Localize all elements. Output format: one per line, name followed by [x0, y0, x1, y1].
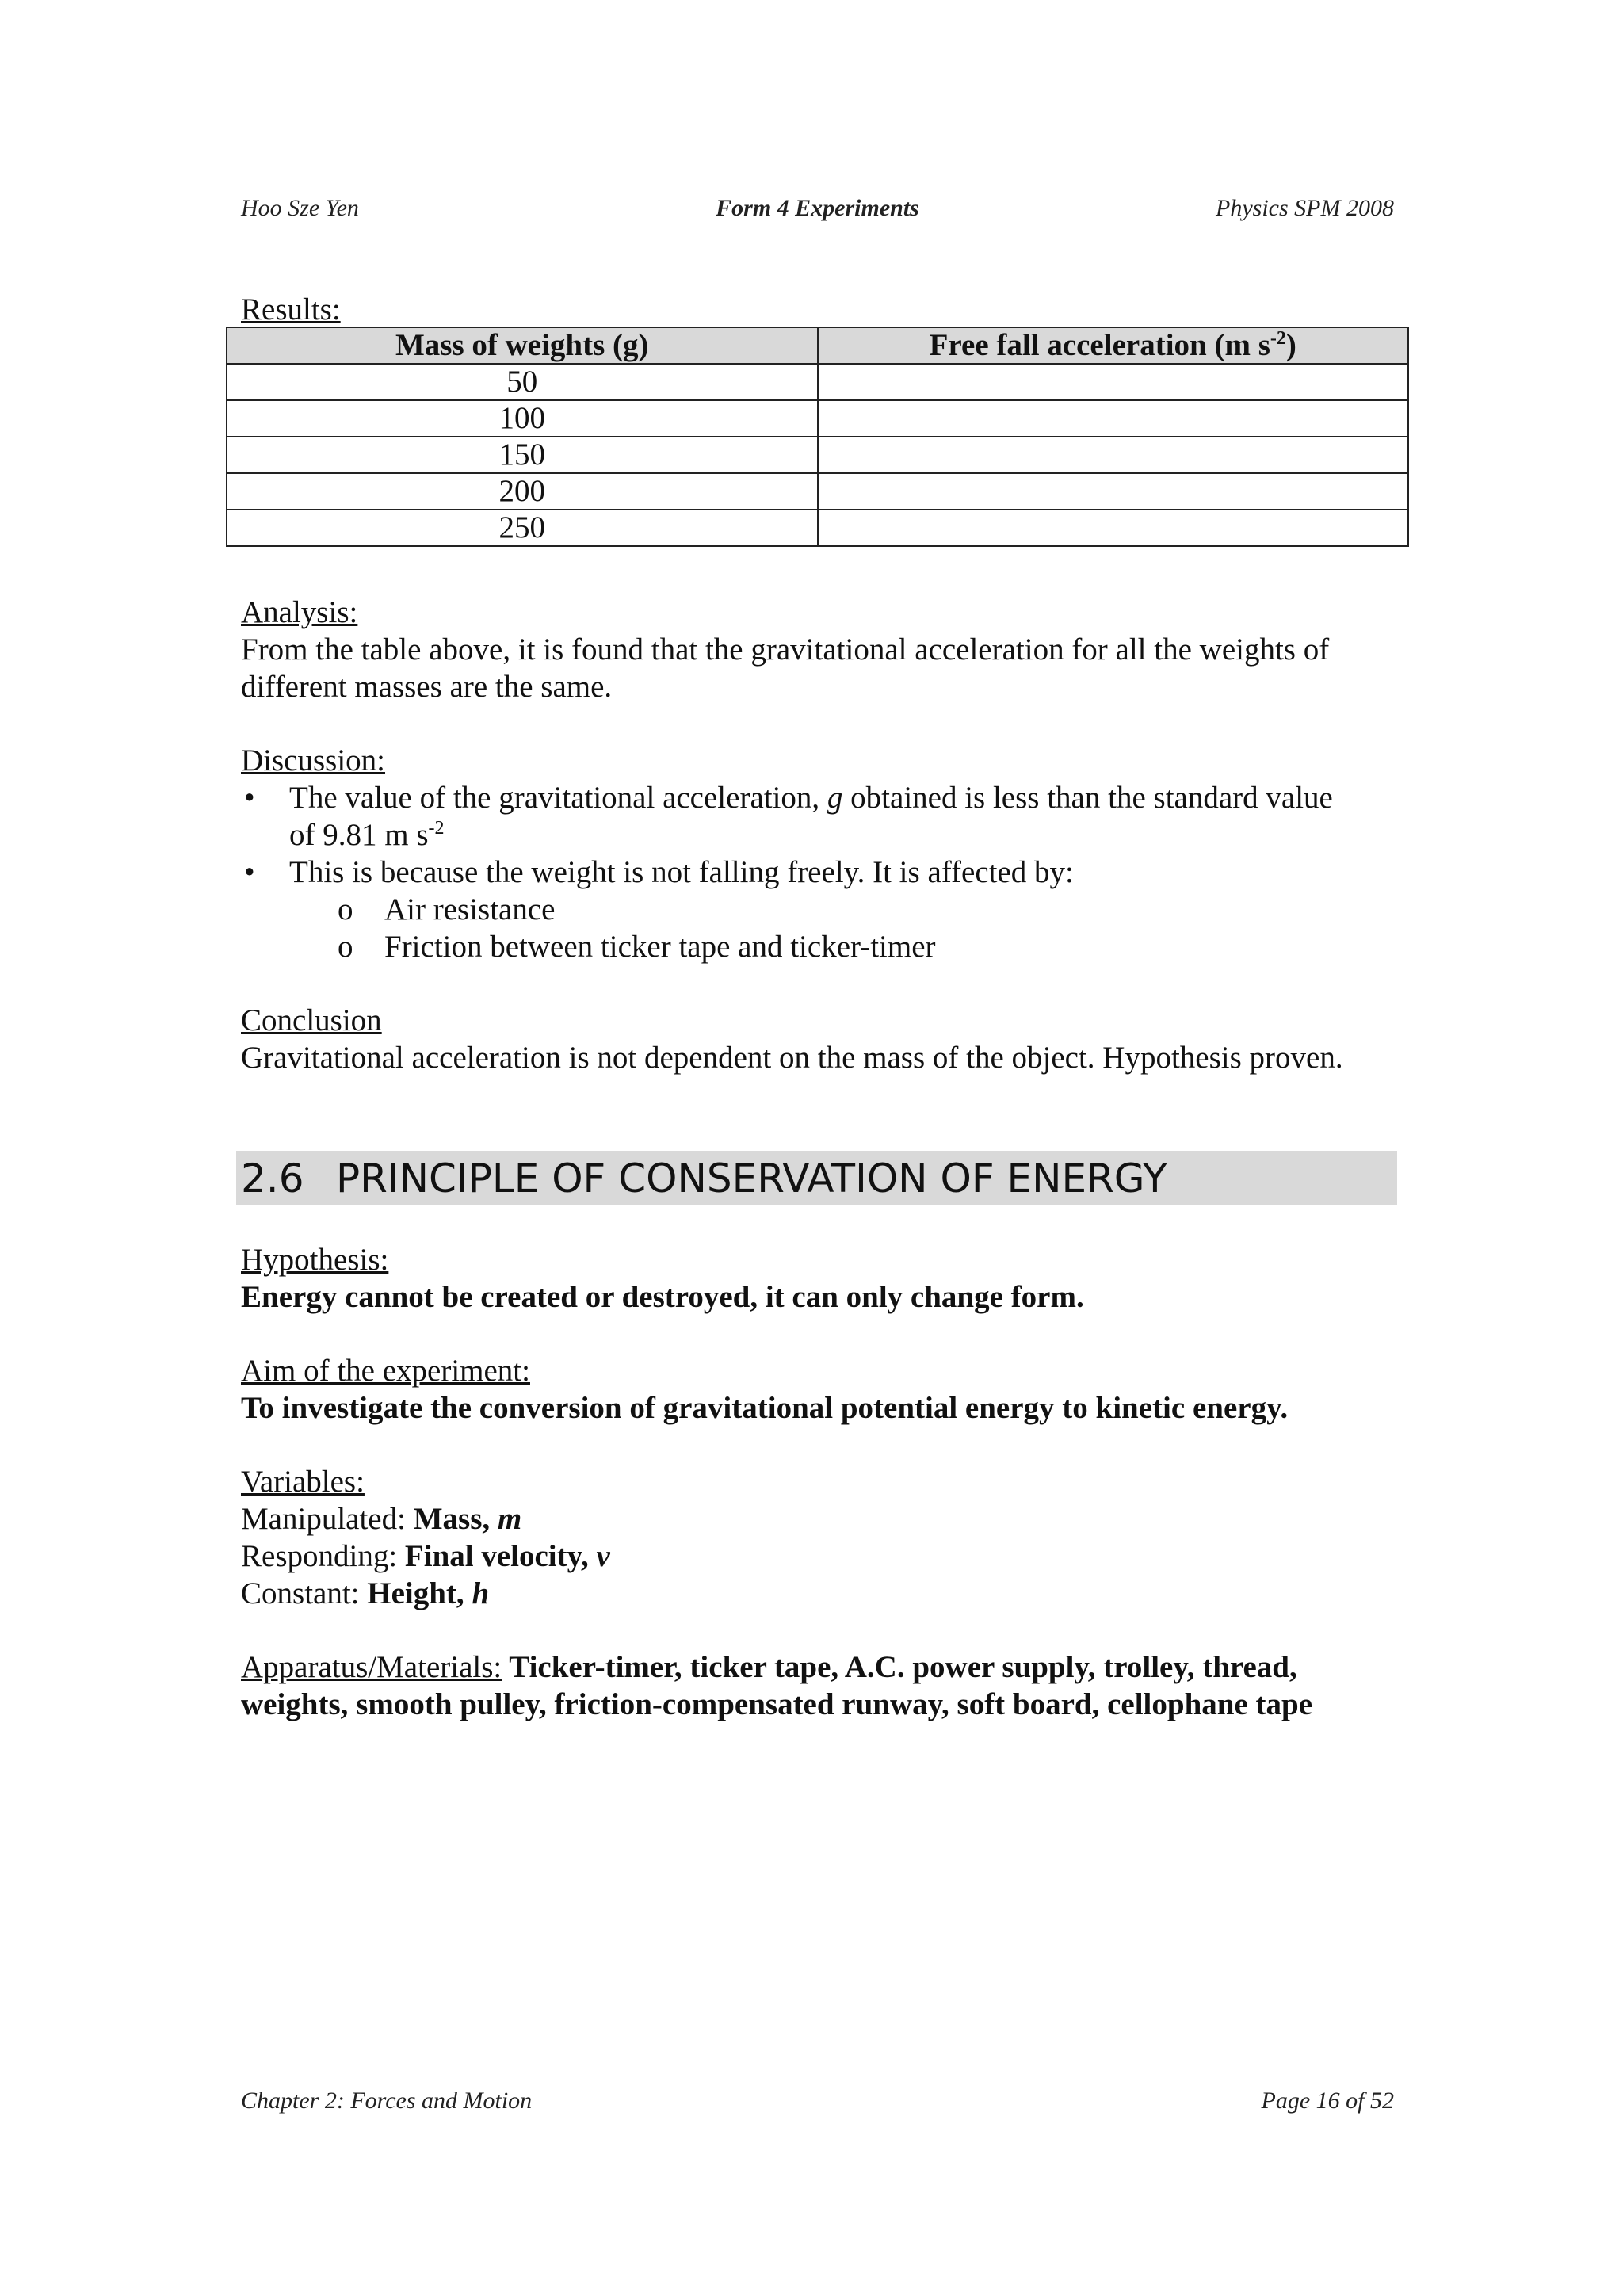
discussion-heading: Discussion:: [241, 743, 386, 777]
variables-heading: Variables:: [241, 1465, 365, 1499]
results-heading-block: [241, 291, 1394, 328]
results-heading: Results:: [241, 292, 341, 327]
cell-acceleration: [818, 473, 1409, 510]
apparatus-line-1: Apparatus/Materials: Ticker-timer, ticker tape, A.C. power supply, trolley, thread,: [241, 1650, 1297, 1684]
body-text: [241, 594, 1394, 1076]
footer-page-number: Page 16 of 52: [1261, 2088, 1394, 2114]
cell-mass: 50: [227, 364, 818, 400]
analysis-heading: Analysis:: [241, 595, 358, 629]
circle-bullet-icon: o: [338, 930, 353, 964]
table-row: [227, 437, 1408, 473]
aim-heading: Aim of the experiment:: [241, 1354, 530, 1388]
analysis-line-2: different masses are the same.: [241, 670, 613, 704]
experiment-details: [241, 1241, 1394, 1723]
header-title: Form 4 Experiments: [716, 195, 919, 221]
cell-mass: 100: [227, 400, 818, 437]
table-row: [227, 364, 1408, 400]
discussion-subitem-1: o Air resistance: [338, 892, 556, 926]
header-subject: Physics SPM 2008: [1216, 195, 1394, 221]
header-author: Hoo Sze Yen: [241, 195, 359, 221]
cell-acceleration: [818, 510, 1409, 546]
table-row: [227, 473, 1408, 510]
table-row: [227, 400, 1408, 437]
variable-constant: Constant: Height, h: [241, 1576, 490, 1610]
discussion-bullet-1: • The value of the gravitational acceleration, g obtained is less than the standard value of 9.81 m $s^{-2}$: [244, 781, 1333, 852]
cell-mass: 150: [227, 437, 818, 473]
aim-text: To investigate the conversion of gravitational potential energy to kinetic energy.: [241, 1391, 1289, 1425]
analysis-line-1: From the table above, it is found that the gravitational acceleration for all the weights of: [241, 632, 1330, 667]
bullet-icon: •: [244, 781, 255, 815]
discussion-bullet-2: • This is because the weight is not falling freely. It is affected by:: [244, 855, 1074, 889]
cell-acceleration: [818, 437, 1409, 473]
variable-manipulated: Manipulated: Mass, m: [241, 1502, 522, 1536]
cell-acceleration: [818, 364, 1409, 400]
section-title: PRINCIPLE OF CONSERVATION OF ENERGY: [336, 1156, 1167, 1201]
hypothesis-text: Energy cannot be created or destroyed, it can only change form.: [241, 1280, 1084, 1314]
conclusion-heading: Conclusion: [241, 1003, 382, 1037]
discussion-subitem-2: o Friction between ticker tape and ticker-timer: [338, 930, 936, 964]
apparatus-line-2: weights, smooth pulley, friction-compensated runway, soft board, cellophane tape: [241, 1687, 1313, 1721]
cell-mass: 250: [227, 510, 818, 546]
apparatus-heading: Apparatus/Materials:: [241, 1650, 502, 1684]
results-table: [226, 327, 1409, 547]
footer-chapter: Chapter 2: Forces and Motion: [241, 2088, 533, 2114]
bullet-icon: •: [244, 855, 255, 889]
cell-mass: 200: [227, 473, 818, 510]
hypothesis-heading: Hypothesis:: [241, 1243, 389, 1277]
circle-bullet-icon: o: [338, 892, 353, 926]
section-heading: [241, 1151, 1167, 1205]
variable-responding: Responding: Final velocity, v: [241, 1539, 610, 1573]
cell-acceleration: [818, 400, 1409, 437]
conclusion-text: Gravitational acceleration is not dependent on the mass of the object. Hypothesis proven.: [241, 1041, 1343, 1075]
column-header-acceleration: Free fall acceleration (m $s^{-2}$): [818, 327, 1409, 364]
column-header-mass: Mass of weights (g): [227, 327, 818, 364]
table-row: [227, 510, 1408, 546]
table-header-row: [227, 327, 1408, 364]
section-number: 2.6: [241, 1156, 304, 1201]
